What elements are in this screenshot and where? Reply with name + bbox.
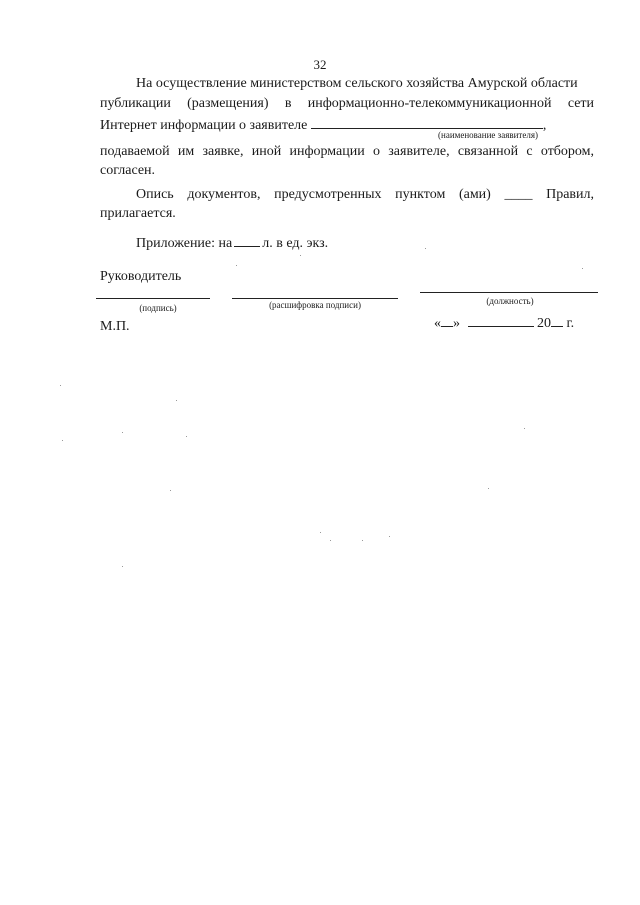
scan-speck: [170, 490, 171, 491]
word: заявителе,: [388, 144, 450, 159]
scan-speck: [60, 385, 61, 386]
head-label: Руководитель: [100, 269, 182, 284]
scan-speck: [425, 248, 426, 249]
para2-line1: [136, 187, 594, 203]
scan-speck: [362, 540, 363, 541]
word: пунктом: [395, 187, 446, 202]
word: в: [284, 96, 292, 111]
word: им: [177, 144, 195, 159]
scan-speck: [389, 536, 390, 537]
scan-speck: [186, 436, 187, 437]
quote-open: «: [434, 316, 441, 331]
word: с: [526, 144, 533, 159]
word: публикации: [100, 96, 171, 111]
word: (ами): [458, 187, 491, 202]
paragraph-number-blank[interactable]: ____: [504, 187, 533, 202]
decoding-caption: (расшифровка подписи): [269, 300, 361, 310]
word: иной: [251, 144, 282, 159]
para1-line2: [100, 96, 594, 112]
word: информации: [289, 144, 365, 159]
scan-speck: [236, 265, 237, 266]
appendix-prefix: Приложение: на: [136, 236, 233, 251]
decoding-line[interactable]: [232, 298, 398, 299]
scan-speck: [122, 566, 123, 567]
day-field[interactable]: [441, 314, 453, 327]
scan-speck: [122, 432, 123, 433]
scan-speck: [176, 400, 177, 401]
word: связанной: [457, 144, 519, 159]
page-number: 32: [313, 57, 327, 72]
para2-line2: прилагается.: [100, 206, 176, 221]
applicant-label: Интернет информации о заявителе: [100, 118, 308, 133]
appendix-sheets-field[interactable]: [234, 234, 260, 247]
para1-line5: согласен.: [100, 163, 156, 178]
word: информационно-телекоммуникационной: [307, 96, 552, 111]
scan-speck: [320, 532, 321, 533]
month-field[interactable]: [468, 314, 534, 327]
signature-line[interactable]: [96, 298, 210, 299]
scan-speck: [488, 488, 489, 489]
para1-line1: На осуществление министерством сельского хозяйства Амурской области: [136, 76, 578, 91]
scan-speck: [582, 268, 583, 269]
appendix-suffix: л. в ед. экз.: [262, 236, 329, 251]
word: предусмотренных: [274, 187, 382, 202]
word: сети: [567, 96, 595, 111]
scan-speck: [330, 540, 331, 541]
word: заявке,: [202, 144, 244, 159]
word: Опись: [136, 187, 174, 202]
quote-close: »: [453, 316, 460, 331]
word: документов,: [187, 187, 261, 202]
word: подаваемой: [100, 144, 170, 159]
scan-speck: [62, 440, 63, 441]
date-line: [434, 314, 574, 332]
applicant-caption: (наименование заявителя): [438, 130, 538, 140]
scan-speck: [300, 255, 301, 256]
scan-speck: [524, 428, 525, 429]
applicant-name-field[interactable]: [311, 116, 543, 129]
appendix-line: [136, 234, 328, 252]
year-prefix: 20: [537, 316, 551, 331]
word: (размещения): [187, 96, 269, 111]
para1-line4: [100, 144, 594, 160]
position-line[interactable]: [420, 292, 598, 293]
comma: ,: [542, 118, 547, 133]
word: о: [373, 144, 381, 159]
word: отбором,: [540, 144, 595, 159]
year-suffix: г.: [566, 316, 575, 331]
year-field[interactable]: [551, 314, 563, 327]
signature-caption: (подпись): [139, 303, 177, 313]
stamp-label: М.П.: [100, 319, 130, 334]
word: Правил,: [546, 187, 594, 202]
position-caption: (должность): [486, 296, 534, 306]
